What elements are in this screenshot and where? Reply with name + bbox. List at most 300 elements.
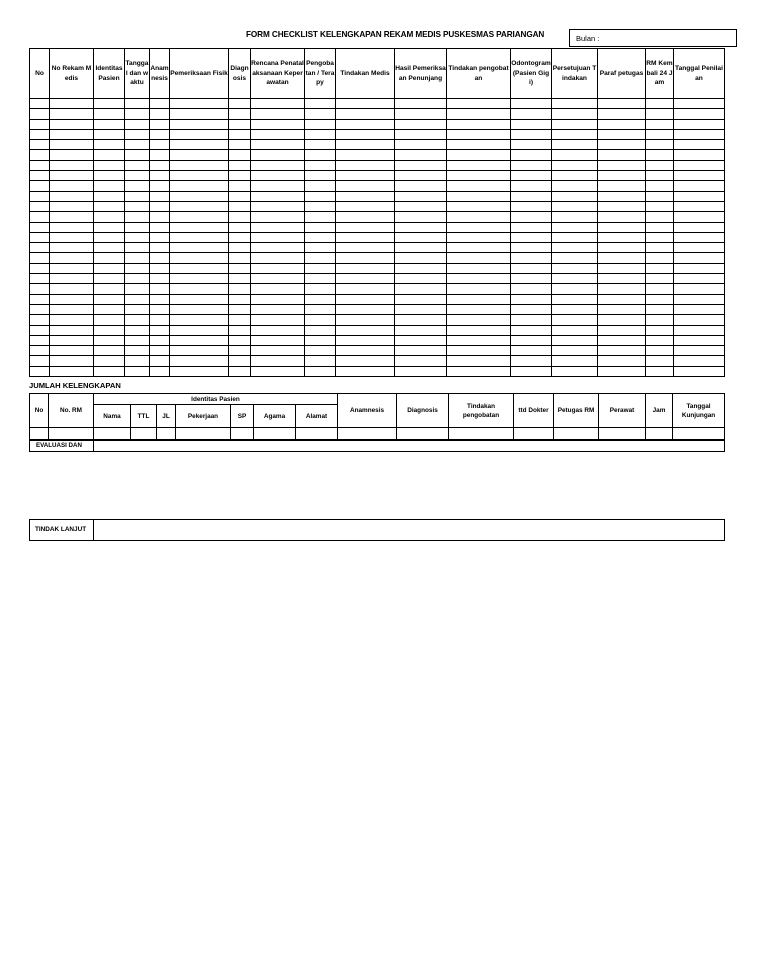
table-cell[interactable] bbox=[511, 346, 552, 356]
table-cell[interactable] bbox=[125, 304, 150, 314]
table-cell[interactable] bbox=[30, 335, 50, 345]
table-cell[interactable] bbox=[447, 129, 511, 139]
table-cell[interactable] bbox=[229, 304, 251, 314]
table-cell[interactable] bbox=[94, 150, 125, 160]
table-cell[interactable] bbox=[94, 366, 125, 376]
table-cell[interactable] bbox=[336, 304, 395, 314]
table-cell[interactable] bbox=[552, 119, 598, 129]
table-cell[interactable] bbox=[50, 129, 94, 139]
table-cell[interactable] bbox=[646, 304, 674, 314]
table-cell[interactable] bbox=[305, 335, 336, 345]
table-cell[interactable] bbox=[251, 119, 305, 129]
table-cell[interactable] bbox=[305, 304, 336, 314]
table-cell[interactable] bbox=[229, 346, 251, 356]
table-cell[interactable] bbox=[395, 140, 447, 150]
table-cell[interactable] bbox=[125, 346, 150, 356]
table-cell[interactable] bbox=[336, 335, 395, 345]
table-cell[interactable] bbox=[395, 263, 447, 273]
table-cell[interactable] bbox=[94, 222, 125, 232]
table-cell[interactable] bbox=[336, 274, 395, 284]
table-cell[interactable] bbox=[50, 253, 94, 263]
table-cell[interactable] bbox=[150, 304, 170, 314]
table-cell[interactable] bbox=[552, 150, 598, 160]
table-cell[interactable] bbox=[554, 428, 599, 440]
table-cell[interactable] bbox=[125, 212, 150, 222]
table-cell[interactable] bbox=[646, 99, 674, 109]
table-cell[interactable] bbox=[305, 222, 336, 232]
table-cell[interactable] bbox=[251, 222, 305, 232]
table-cell[interactable] bbox=[30, 263, 50, 273]
table-cell[interactable] bbox=[229, 243, 251, 253]
table-cell[interactable] bbox=[336, 150, 395, 160]
table-cell[interactable] bbox=[646, 150, 674, 160]
table-cell[interactable] bbox=[552, 356, 598, 366]
table-cell[interactable] bbox=[150, 212, 170, 222]
table-cell[interactable] bbox=[305, 366, 336, 376]
table-cell[interactable] bbox=[511, 191, 552, 201]
table-cell[interactable] bbox=[552, 129, 598, 139]
table-cell[interactable] bbox=[598, 119, 646, 129]
table-cell[interactable] bbox=[552, 346, 598, 356]
table-cell[interactable] bbox=[50, 243, 94, 253]
table-cell[interactable] bbox=[511, 315, 552, 325]
table-cell[interactable] bbox=[598, 109, 646, 119]
table-cell[interactable] bbox=[447, 171, 511, 181]
table-cell[interactable] bbox=[395, 253, 447, 263]
table-cell[interactable] bbox=[336, 99, 395, 109]
table-cell[interactable] bbox=[336, 366, 395, 376]
table-cell[interactable] bbox=[30, 243, 50, 253]
table-cell[interactable] bbox=[598, 366, 646, 376]
table-cell[interactable] bbox=[251, 201, 305, 211]
table-cell[interactable] bbox=[447, 253, 511, 263]
table-cell[interactable] bbox=[646, 315, 674, 325]
table-cell[interactable] bbox=[598, 346, 646, 356]
table-cell[interactable] bbox=[50, 366, 94, 376]
table-cell[interactable] bbox=[30, 274, 50, 284]
table-cell[interactable] bbox=[598, 325, 646, 335]
table-cell[interactable] bbox=[150, 140, 170, 150]
table-cell[interactable] bbox=[251, 284, 305, 294]
table-cell[interactable] bbox=[395, 335, 447, 345]
table-cell[interactable] bbox=[251, 315, 305, 325]
table-cell[interactable] bbox=[125, 274, 150, 284]
table-cell[interactable] bbox=[94, 181, 125, 191]
table-cell[interactable] bbox=[170, 284, 229, 294]
table-cell[interactable] bbox=[150, 191, 170, 201]
table-cell[interactable] bbox=[598, 160, 646, 170]
table-cell[interactable] bbox=[552, 263, 598, 273]
table-cell[interactable] bbox=[125, 325, 150, 335]
table-cell[interactable] bbox=[251, 253, 305, 263]
table-cell[interactable] bbox=[150, 181, 170, 191]
table-cell[interactable] bbox=[50, 335, 94, 345]
table-cell[interactable] bbox=[336, 243, 395, 253]
table-cell[interactable] bbox=[674, 284, 725, 294]
table-cell[interactable] bbox=[395, 304, 447, 314]
table-cell[interactable] bbox=[674, 201, 725, 211]
table-cell[interactable] bbox=[150, 356, 170, 366]
table-cell[interactable] bbox=[296, 428, 338, 440]
table-cell[interactable] bbox=[511, 222, 552, 232]
table-cell[interactable] bbox=[305, 99, 336, 109]
table-cell[interactable] bbox=[251, 99, 305, 109]
table-cell[interactable] bbox=[552, 171, 598, 181]
table-cell[interactable] bbox=[49, 428, 94, 440]
table-cell[interactable] bbox=[552, 294, 598, 304]
table-cell[interactable] bbox=[674, 181, 725, 191]
table-cell[interactable] bbox=[170, 181, 229, 191]
table-cell[interactable] bbox=[447, 284, 511, 294]
table-cell[interactable] bbox=[674, 212, 725, 222]
table-cell[interactable] bbox=[646, 253, 674, 263]
table-cell[interactable] bbox=[229, 160, 251, 170]
table-cell[interactable] bbox=[305, 325, 336, 335]
table-cell[interactable] bbox=[511, 119, 552, 129]
table-cell[interactable] bbox=[336, 160, 395, 170]
table-cell[interactable] bbox=[674, 129, 725, 139]
table-cell[interactable] bbox=[395, 150, 447, 160]
table-cell[interactable] bbox=[94, 284, 125, 294]
table-cell[interactable] bbox=[50, 212, 94, 222]
table-cell[interactable] bbox=[50, 109, 94, 119]
table-cell[interactable] bbox=[94, 109, 125, 119]
table-cell[interactable] bbox=[150, 150, 170, 160]
table-cell[interactable] bbox=[395, 325, 447, 335]
table-cell[interactable] bbox=[646, 428, 673, 440]
table-cell[interactable] bbox=[231, 428, 254, 440]
table-cell[interactable] bbox=[94, 140, 125, 150]
table-cell[interactable] bbox=[511, 171, 552, 181]
table-cell[interactable] bbox=[30, 366, 50, 376]
table-cell[interactable] bbox=[150, 325, 170, 335]
table-cell[interactable] bbox=[511, 109, 552, 119]
table-cell[interactable] bbox=[50, 304, 94, 314]
table-cell[interactable] bbox=[50, 171, 94, 181]
table-cell[interactable] bbox=[447, 274, 511, 284]
table-cell[interactable] bbox=[94, 253, 125, 263]
table-cell[interactable] bbox=[447, 119, 511, 129]
table-cell[interactable] bbox=[646, 129, 674, 139]
table-cell[interactable] bbox=[447, 346, 511, 356]
table-cell[interactable] bbox=[447, 356, 511, 366]
table-cell[interactable] bbox=[598, 263, 646, 273]
table-cell[interactable] bbox=[50, 274, 94, 284]
table-cell[interactable] bbox=[30, 428, 49, 440]
table-cell[interactable] bbox=[251, 335, 305, 345]
table-cell[interactable] bbox=[94, 212, 125, 222]
table-cell[interactable] bbox=[50, 294, 94, 304]
table-cell[interactable] bbox=[447, 109, 511, 119]
table-cell[interactable] bbox=[170, 294, 229, 304]
table-cell[interactable] bbox=[125, 284, 150, 294]
table-cell[interactable] bbox=[511, 140, 552, 150]
table-cell[interactable] bbox=[50, 119, 94, 129]
table-cell[interactable] bbox=[229, 119, 251, 129]
table-cell[interactable] bbox=[251, 212, 305, 222]
table-cell[interactable] bbox=[251, 129, 305, 139]
table-cell[interactable] bbox=[94, 243, 125, 253]
table-cell[interactable] bbox=[251, 304, 305, 314]
table-cell[interactable] bbox=[305, 129, 336, 139]
table-cell[interactable] bbox=[447, 294, 511, 304]
table-cell[interactable] bbox=[251, 150, 305, 160]
table-cell[interactable] bbox=[125, 366, 150, 376]
table-cell[interactable] bbox=[229, 335, 251, 345]
table-cell[interactable] bbox=[170, 222, 229, 232]
table-cell[interactable] bbox=[305, 160, 336, 170]
table-cell[interactable] bbox=[646, 263, 674, 273]
table-cell[interactable] bbox=[674, 356, 725, 366]
table-cell[interactable] bbox=[674, 160, 725, 170]
table-cell[interactable] bbox=[150, 335, 170, 345]
table-cell[interactable] bbox=[229, 366, 251, 376]
table-cell[interactable] bbox=[447, 99, 511, 109]
table-cell[interactable] bbox=[336, 191, 395, 201]
table-cell[interactable] bbox=[395, 366, 447, 376]
table-cell[interactable] bbox=[157, 428, 176, 440]
table-cell[interactable] bbox=[251, 171, 305, 181]
table-cell[interactable] bbox=[150, 263, 170, 273]
table-cell[interactable] bbox=[511, 304, 552, 314]
table-cell[interactable] bbox=[674, 140, 725, 150]
table-cell[interactable] bbox=[305, 232, 336, 242]
table-cell[interactable] bbox=[94, 428, 131, 440]
table-cell[interactable] bbox=[674, 274, 725, 284]
table-cell[interactable] bbox=[251, 346, 305, 356]
table-cell[interactable] bbox=[447, 140, 511, 150]
table-cell[interactable] bbox=[598, 150, 646, 160]
table-cell[interactable] bbox=[251, 294, 305, 304]
table-cell[interactable] bbox=[511, 150, 552, 160]
table-cell[interactable] bbox=[30, 294, 50, 304]
table-cell[interactable] bbox=[598, 140, 646, 150]
table-cell[interactable] bbox=[552, 160, 598, 170]
table-cell[interactable] bbox=[552, 304, 598, 314]
table-cell[interactable] bbox=[30, 99, 50, 109]
table-cell[interactable] bbox=[598, 356, 646, 366]
table-cell[interactable] bbox=[511, 160, 552, 170]
table-cell[interactable] bbox=[552, 253, 598, 263]
table-cell[interactable] bbox=[50, 284, 94, 294]
table-cell[interactable] bbox=[170, 356, 229, 366]
table-cell[interactable] bbox=[30, 171, 50, 181]
table-cell[interactable] bbox=[673, 428, 725, 440]
table-cell[interactable] bbox=[30, 181, 50, 191]
table-cell[interactable] bbox=[511, 335, 552, 345]
table-cell[interactable] bbox=[674, 263, 725, 273]
table-cell[interactable] bbox=[94, 304, 125, 314]
table-cell[interactable] bbox=[552, 243, 598, 253]
table-cell[interactable] bbox=[125, 191, 150, 201]
table-cell[interactable] bbox=[305, 212, 336, 222]
table-cell[interactable] bbox=[447, 181, 511, 191]
table-cell[interactable] bbox=[305, 274, 336, 284]
table-cell[interactable] bbox=[646, 284, 674, 294]
table-cell[interactable] bbox=[646, 366, 674, 376]
table-cell[interactable] bbox=[94, 315, 125, 325]
table-cell[interactable] bbox=[50, 191, 94, 201]
table-cell[interactable] bbox=[94, 274, 125, 284]
table-cell[interactable] bbox=[511, 325, 552, 335]
table-cell[interactable] bbox=[254, 428, 296, 440]
table-cell[interactable] bbox=[674, 150, 725, 160]
table-cell[interactable] bbox=[50, 232, 94, 242]
table-cell[interactable] bbox=[170, 160, 229, 170]
table-cell[interactable] bbox=[395, 109, 447, 119]
table-cell[interactable] bbox=[598, 181, 646, 191]
table-cell[interactable] bbox=[447, 212, 511, 222]
table-cell[interactable] bbox=[150, 274, 170, 284]
table-cell[interactable] bbox=[251, 366, 305, 376]
table-cell[interactable] bbox=[170, 109, 229, 119]
table-cell[interactable] bbox=[94, 129, 125, 139]
table-cell[interactable] bbox=[598, 253, 646, 263]
table-cell[interactable] bbox=[305, 140, 336, 150]
table-cell[interactable] bbox=[229, 294, 251, 304]
table-cell[interactable] bbox=[251, 356, 305, 366]
table-cell[interactable] bbox=[336, 109, 395, 119]
table-cell[interactable] bbox=[395, 119, 447, 129]
table-cell[interactable] bbox=[511, 294, 552, 304]
table-cell[interactable] bbox=[305, 181, 336, 191]
table-cell[interactable] bbox=[305, 109, 336, 119]
table-cell[interactable] bbox=[170, 325, 229, 335]
table-cell[interactable] bbox=[50, 315, 94, 325]
table-cell[interactable] bbox=[447, 232, 511, 242]
table-cell[interactable] bbox=[511, 274, 552, 284]
table-cell[interactable] bbox=[552, 284, 598, 294]
table-cell[interactable] bbox=[229, 181, 251, 191]
table-cell[interactable] bbox=[251, 232, 305, 242]
table-cell[interactable] bbox=[395, 160, 447, 170]
table-cell[interactable] bbox=[170, 243, 229, 253]
table-cell[interactable] bbox=[336, 253, 395, 263]
table-cell[interactable] bbox=[50, 150, 94, 160]
table-cell[interactable] bbox=[598, 191, 646, 201]
table-cell[interactable] bbox=[395, 201, 447, 211]
table-cell[interactable] bbox=[50, 160, 94, 170]
table-cell[interactable] bbox=[170, 315, 229, 325]
table-cell[interactable] bbox=[552, 212, 598, 222]
table-cell[interactable] bbox=[598, 304, 646, 314]
table-cell[interactable] bbox=[94, 263, 125, 273]
table-cell[interactable] bbox=[305, 171, 336, 181]
table-cell[interactable] bbox=[511, 232, 552, 242]
table-cell[interactable] bbox=[229, 263, 251, 273]
table-cell[interactable] bbox=[674, 171, 725, 181]
table-cell[interactable] bbox=[229, 356, 251, 366]
table-cell[interactable] bbox=[125, 160, 150, 170]
table-cell[interactable] bbox=[336, 325, 395, 335]
table-cell[interactable] bbox=[94, 325, 125, 335]
table-cell[interactable] bbox=[397, 428, 449, 440]
table-cell[interactable] bbox=[30, 119, 50, 129]
table-cell[interactable] bbox=[30, 253, 50, 263]
table-cell[interactable] bbox=[599, 428, 646, 440]
table-cell[interactable] bbox=[646, 294, 674, 304]
table-cell[interactable] bbox=[251, 140, 305, 150]
bulan-field[interactable] bbox=[569, 29, 737, 47]
table-cell[interactable] bbox=[170, 201, 229, 211]
table-cell[interactable] bbox=[170, 119, 229, 129]
table-cell[interactable] bbox=[598, 232, 646, 242]
table-cell[interactable] bbox=[251, 263, 305, 273]
table-cell[interactable] bbox=[598, 212, 646, 222]
table-cell[interactable] bbox=[395, 222, 447, 232]
table-cell[interactable] bbox=[646, 356, 674, 366]
table-cell[interactable] bbox=[552, 274, 598, 284]
table-cell[interactable] bbox=[30, 109, 50, 119]
table-cell[interactable] bbox=[229, 284, 251, 294]
table-cell[interactable] bbox=[125, 171, 150, 181]
table-cell[interactable] bbox=[395, 212, 447, 222]
table-cell[interactable] bbox=[251, 243, 305, 253]
table-cell[interactable] bbox=[552, 366, 598, 376]
table-cell[interactable] bbox=[125, 201, 150, 211]
table-cell[interactable] bbox=[646, 212, 674, 222]
table-cell[interactable] bbox=[170, 366, 229, 376]
table-cell[interactable] bbox=[598, 171, 646, 181]
table-cell[interactable] bbox=[229, 222, 251, 232]
table-cell[interactable] bbox=[646, 346, 674, 356]
table-cell[interactable] bbox=[94, 335, 125, 345]
table-cell[interactable] bbox=[170, 191, 229, 201]
table-cell[interactable] bbox=[305, 191, 336, 201]
table-cell[interactable] bbox=[511, 243, 552, 253]
table-cell[interactable] bbox=[94, 232, 125, 242]
table-cell[interactable] bbox=[552, 232, 598, 242]
table-cell[interactable] bbox=[170, 346, 229, 356]
table-cell[interactable] bbox=[170, 263, 229, 273]
table-cell[interactable] bbox=[447, 315, 511, 325]
tindak-lanjut-field[interactable] bbox=[94, 520, 725, 541]
evaluasi-field[interactable] bbox=[94, 441, 725, 452]
table-cell[interactable] bbox=[30, 346, 50, 356]
table-cell[interactable] bbox=[511, 129, 552, 139]
table-cell[interactable] bbox=[598, 294, 646, 304]
table-cell[interactable] bbox=[170, 140, 229, 150]
table-cell[interactable] bbox=[30, 129, 50, 139]
table-cell[interactable] bbox=[395, 243, 447, 253]
table-cell[interactable] bbox=[598, 201, 646, 211]
table-cell[interactable] bbox=[150, 222, 170, 232]
table-cell[interactable] bbox=[305, 346, 336, 356]
table-cell[interactable] bbox=[229, 274, 251, 284]
table-cell[interactable] bbox=[447, 222, 511, 232]
table-cell[interactable] bbox=[125, 222, 150, 232]
table-cell[interactable] bbox=[674, 109, 725, 119]
table-cell[interactable] bbox=[170, 129, 229, 139]
table-cell[interactable] bbox=[150, 171, 170, 181]
table-cell[interactable] bbox=[94, 119, 125, 129]
table-cell[interactable] bbox=[646, 160, 674, 170]
table-cell[interactable] bbox=[395, 356, 447, 366]
table-cell[interactable] bbox=[94, 99, 125, 109]
table-cell[interactable] bbox=[150, 201, 170, 211]
table-cell[interactable] bbox=[552, 335, 598, 345]
table-cell[interactable] bbox=[229, 171, 251, 181]
table-cell[interactable] bbox=[125, 263, 150, 273]
table-cell[interactable] bbox=[511, 99, 552, 109]
table-cell[interactable] bbox=[511, 181, 552, 191]
table-cell[interactable] bbox=[598, 274, 646, 284]
table-cell[interactable] bbox=[552, 181, 598, 191]
table-cell[interactable] bbox=[395, 284, 447, 294]
table-cell[interactable] bbox=[229, 129, 251, 139]
table-cell[interactable] bbox=[338, 428, 397, 440]
table-cell[interactable] bbox=[170, 253, 229, 263]
